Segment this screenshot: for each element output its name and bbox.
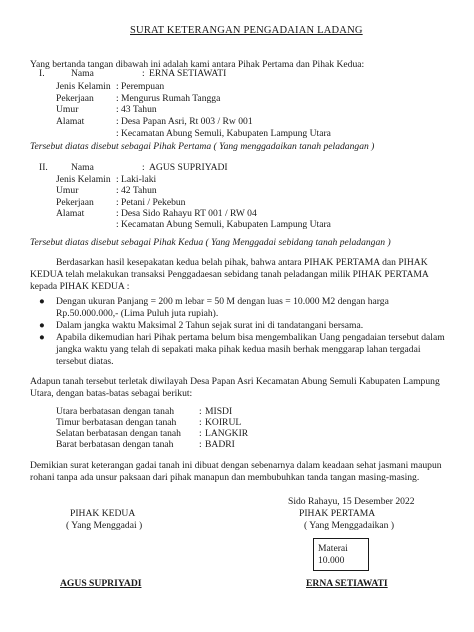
bullet-line: Rp.50.000.000,- (Lima Puluh juta rupiah). [56, 308, 219, 319]
document-title: SURAT KETERANGAN PENGADAIAN LADANG [130, 25, 363, 36]
party1-value: Perempuan [121, 81, 165, 92]
location-line: Adapun tanah tersebut terletak diwilayah Desa Papan Asri Kecamatan Abung Semuli Kabupaten Lampung [30, 376, 440, 387]
materai-stamp-box [313, 538, 369, 571]
party2-label: Umur [56, 185, 79, 196]
party1-label: Nama [71, 68, 94, 79]
party2-number: II. [39, 162, 48, 173]
party1-value: Kecamatan Abung Semuli, Kabupaten Lampung Utara [121, 128, 331, 139]
signer-right-note: ( Yang Menggadaikan ) [304, 520, 395, 531]
bullet-line: jangka waktu yang telah di sepakati maka pihak kedua masih berhak menggarap lahan tergadai [56, 344, 421, 355]
party2-sep: : [116, 197, 119, 208]
location-line: Utara, dengan batas-batas sebagai berikut: [30, 388, 193, 399]
party2-value: Laki-laki [121, 174, 157, 185]
party2-sep: : [116, 185, 119, 196]
signer-left-name: AGUS SUPRIYADI [60, 578, 142, 589]
signer-right-name: ERNA SETIAWATI [306, 578, 388, 589]
party2-sep: : [142, 162, 145, 173]
signer-left-role: PIHAK KEDUA [70, 508, 136, 519]
party1-label: Umur [56, 104, 79, 115]
agreement-line: kepada PIHAK KEDUA : [30, 281, 130, 292]
border-label: Timur berbatasan dengan tanah [56, 417, 177, 428]
border-sep: : [199, 406, 202, 417]
border-label: Utara berbatasan dengan tanah [56, 406, 174, 417]
party1-sep: : [116, 93, 119, 104]
party2-value: 42 Tahun [121, 185, 157, 196]
border-sep: : [199, 439, 202, 450]
bullet-line: Apabila dikemudian hari Pihak pertama belum bisa mengembalikan Uang pengadaian tersebut dalam [56, 332, 445, 343]
party1-sep: : [116, 128, 119, 139]
agreement-line: KEDUA telah melakukan transaksi Penggadaesan sebidang tanah peladangan milik PIHAK PERTAMA [30, 269, 429, 280]
border-value: LANGKIR [205, 428, 249, 439]
party1-role: Tersebut diatas disebut sebagai Pihak Pertama ( Yang menggadaikan tanah peladangan ) [30, 141, 375, 152]
party2-label: Nama [71, 162, 94, 173]
party2-sep: : [116, 208, 119, 219]
party1-value: Desa Papan Asri, Rt 003 / Rw 001 [121, 116, 253, 127]
bullet-dot: ● [39, 332, 45, 343]
bullet-dot: ● [39, 296, 45, 307]
bullet-line: tersebut diatas. [56, 356, 114, 367]
border-label: Barat berbatasan dengan tanah [56, 439, 174, 450]
party1-value: 43 Tahun [121, 104, 157, 115]
party2-value: Petani / Pekebun [121, 197, 186, 208]
party2-value: Desa Sido Rahayu RT 001 / RW 04 [121, 208, 257, 219]
border-value: MISDI [205, 406, 233, 417]
bullet-line: Dalam jangka waktu Maksimal 2 Tahun sejak surat ini di tandatangani bersama. [56, 320, 364, 331]
party1-sep: : [116, 116, 119, 127]
party1-label: Jenis Kelamin [56, 81, 111, 92]
signer-right-role: PIHAK PERTAMA [299, 508, 376, 519]
party2-label: Jenis Kelamin [56, 174, 111, 185]
border-value: KOIRUL [205, 417, 242, 428]
intro-text: Yang bertanda tangan dibawah ini adalah kami antara Pihak Pertama dan Pihak Kedua: [30, 59, 365, 70]
party1-sep: : [116, 81, 119, 92]
border-sep: : [199, 417, 202, 428]
party1-number: I. [39, 68, 45, 79]
party1-label: Pekerjaan [56, 93, 94, 104]
closing-line: Demikian surat keterangan gadai tanah ini dibuat dengan sebenarnya dalam keadaan sehat jasmani maupun [30, 460, 442, 471]
stamp-line: Materai [318, 543, 348, 554]
party1-name: ERNA SETIAWATI [149, 68, 227, 79]
party1-sep: : [116, 104, 119, 115]
party1-label: Alamat [56, 116, 85, 127]
party2-value: Kecamatan Abung Semuli, Kabupaten Lampung Utara [121, 219, 331, 230]
border-value: BADRI [205, 439, 235, 450]
party2-label: Pekerjaan [56, 197, 94, 208]
party2-role: Tersebut diatas disebut sebagai Pihak Kedua ( Yang Menggadai sebidang tanah peladangan ) [30, 237, 391, 248]
party2-name: AGUS SUPRIYADI [149, 162, 228, 173]
bullet-dot: ● [39, 320, 45, 331]
party1-sep: : [142, 68, 145, 79]
party1-value: Mengurus Rumah Tangga [121, 93, 221, 104]
party2-label: Alamat [56, 208, 85, 219]
stamp-line: 10.000 [318, 555, 345, 566]
border-sep: : [199, 428, 202, 439]
signer-left-note: ( Yang Menggadai ) [66, 520, 143, 531]
place-date: Sido Rahayu, 15 Desember 2022 [288, 496, 415, 507]
border-label: Selatan berbatasan dengan tanah [56, 428, 181, 439]
bullet-line: Dengan ukuran Panjang = 200 m lebar = 50 M dengan luas = 10.000 M2 dengan harga [56, 296, 389, 307]
party2-sep: : [116, 219, 119, 230]
closing-line: rohani tanpa ada unsur paksaan dari pihak manapun dan membubuhkan tanda tangan masing-masing. [30, 472, 420, 483]
party2-sep: : [116, 174, 119, 185]
agreement-line: Berdasarkan hasil kesepakatan kedua belah pihak, bahwa antara PIHAK PERTAMA dan PIHAK [56, 257, 428, 268]
